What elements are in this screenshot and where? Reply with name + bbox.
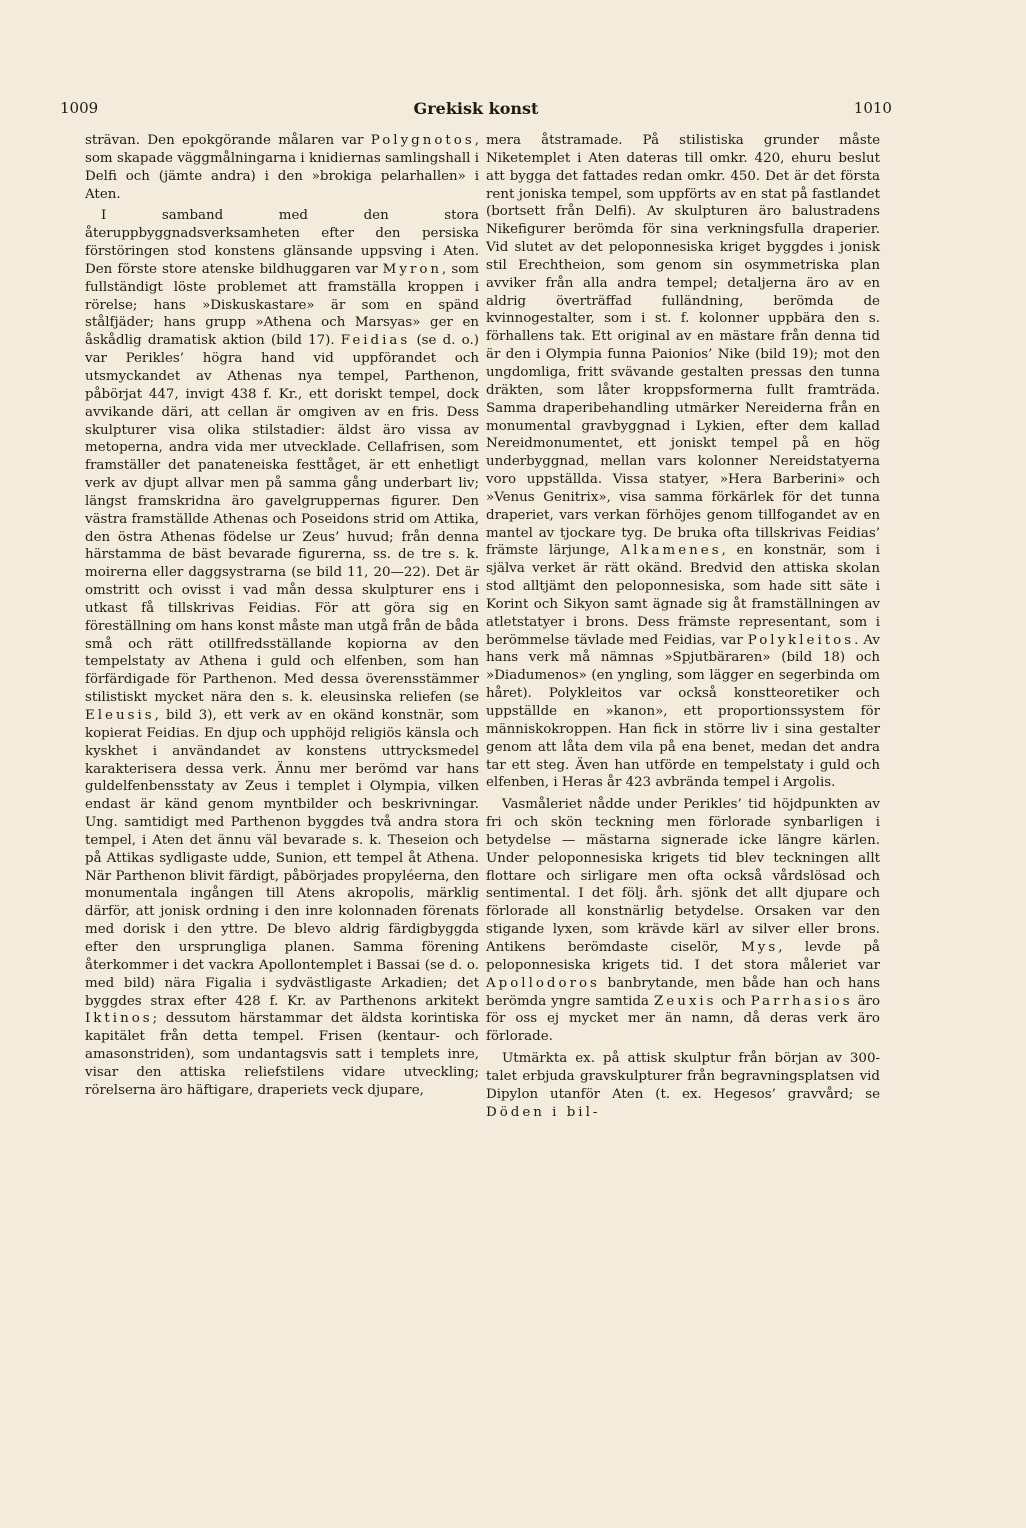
spaced-name: Feidias: [340, 333, 411, 349]
text-run: (se d. o.) var Perikles’ högra hand vid uppförandet och utsmyckandet av Athenas nya tempel, Parthenon, påbörjat 447, invigt 438 f. Kr., ett doriskt tempel, dock avvikande däri, att cellan är omgiven av en fris. Dess skulpturer visa olika stilstadier: äldst äro vissa av metoperna, andra vida mer utvecklade. Cellafrisen, som framställer det panateneiska festtåget, är ett enhetligt verk av djupt allvar men på samma gång underbart liv; längst framskridna äro gavelgruppernas figurer. Den västra framställde Athenas och Poseidons strid om Attika, den östra Athenas födelse ur Zeus’ huvud; från denna härstamma de bäst bevarade figurerna, ss. de tre s. k. moirerna eller daggsystrarna (se bild 11, 20—22). Det är omstritt och ovisst i vad mån dessa skulpturer ens i utkast få tillskrivas Feidias. För att göra sig en föreställning om hans konst måste man utgå från de båda små och rätt otillfredsställande kopiorna av den tempelstaty av Athena i guld och elfenben, som han förfärdigade för Parthenon. Med dessa överensstämmer stilistiskt mycket nära den s. k. eleusinska reliefen (se: [85, 333, 479, 706]
spaced-name: Parrhasios: [750, 993, 853, 1009]
text-run: I samband med den stora återuppbyggnadsverksamheten efter den persiska förstöringen stod konstens glänsande uppsving i Aten. Den förste store atenske bildhuggaren var: [85, 208, 479, 277]
text-run: Utmärkta ex. på attisk skulptur från början av 300-talet erbjuda gravskulpturer från begravningsplatsen vid Dipylon utanför Aten (t. ex. Hegesos’ gravvård; se: [486, 1051, 880, 1102]
spaced-name: Alkamenes: [620, 543, 722, 559]
text-run: . Av hans verk må nämnas »Spjutbäraren» (bild 18) och »Diadumenos» (en yngling, som lägger en segerbinda om håret). Polykleitos var också konstteoretiker och uppställde en »kanon», ett proportionssystem för människokroppen. Han fick in större liv i sina gestalter genom att låta dem vila på ena benet, medan det andra tar ett steg. Även han utförde en tempelstaty i guld och elfenben, i Heras år 423 avbrända tempel i Argolis.: [486, 632, 880, 791]
left-page-number: 1009: [60, 99, 99, 117]
spaced-name: Mys: [741, 939, 779, 955]
spaced-name: Iktinos: [85, 1011, 153, 1027]
text-run: , som skapade väggmålningarna i knidiernas samlingshall i Delfi och (jämte andra) i den »brokiga pelarhallen» i Aten.: [85, 133, 479, 202]
text-run: äro för oss ej mycket mer än namn, då deras verk äro förlorade.: [486, 993, 881, 1045]
spaced-name: Eleusis: [85, 708, 155, 723]
spaced-name: Polykleitos: [747, 632, 855, 648]
paragraph: [486, 1050, 880, 1121]
running-title: Grekisk konst: [413, 98, 539, 118]
text-run: , bild 3), ett verk av en okänd konstnär, som kopierat Feidias. En djup och upphöjd religiös känsla och kyskhet i användandet av konstens uttrycksmedel karakterisera dessa verk. Ännu mer berömd var hans guldelfenbensstaty av Zeus i templet i Olympia, vilken endast är känd genom myntbilder och beskrivningar. Ung. samtidigt med Parthenon byggdes två andra stora tempel, i Aten det ännu väl bevarade s. k. Theseion och på Attikas sydligaste udde, Sunion, ett tempel åt Athena. När Parthenon blivit färdigt, påbörjades propyléerna, den monumentala ingången till Atens akropolis, märklig därför, att jonisk ordning i den inre kolonnaden förenats med dorisk i den yttre. De blevo aldrig färdigbyggda efter den ursprungliga planen. Samma förening återkommer i det vackra Apollontemplet i Bassai (se d. o. med bild) nära Figalia i sydvästligaste Arkadien; det byggdes strax efter 428 f. Kr. av Parthenons arkitekt: [85, 708, 479, 1009]
text-run: ; dessutom härstammar det äldsta korintiska kapitälet från detta tempel. Frisen (kentaur- och amasonstriden), som undantagsvis satt i templets inre, visar den attiska reliefstilens vidare utveckling; rörelserna äro häftigare, draperiets veck djupare,: [85, 1011, 479, 1098]
spaced-name: Apollodoros: [486, 975, 600, 991]
text-run: , levde på peloponnesiska krigets tid. I det stora måleriet var: [486, 939, 881, 973]
spaced-name: Myron: [382, 261, 443, 277]
right-column: [486, 132, 880, 1121]
text-run: banbrytande, men både han och hans berömda yngre samtida: [486, 975, 880, 1009]
text-run: Vasmåleriet nådde under Perikles’ tid höjdpunkten av fri och skön teckning men förlorade synbarligen i betydelse — mästarna signerade icke längre kärlen. Under peloponnesiska krigets tid blev teckningen allt flottare och sirligare men ofta också vårdslösad och sentimental. I det följ. årh. sjönk det allt djupare och förlorade all konstnärlig betydelse. Orsaken var den stigande lyxen, som krävde kärl av silver eller brons. Antikens berömdaste ciselör,: [486, 797, 880, 955]
text-run: och: [716, 993, 751, 1009]
paragraph: [85, 207, 479, 1099]
right-page-number: 1010: [853, 99, 892, 117]
left-column: [85, 132, 479, 1100]
spaced-name: Döden i bil-: [486, 1104, 601, 1120]
text-run: strävan. Den epokgörande målaren var: [85, 133, 371, 148]
text-run: mera åtstramade. På stilistiska grunder måste Niketemplet i Aten dateras till omkr. 420, ehuru beslut att bygga det fattades redan omkr. 450. Det är det första rent joniska tempel, som uppförts av en stat på fastlandet (bortsett från Delfi). Av skulpturen äro balustradens Nikefigurer berömda för sina verkningsfulla draperier. Vid slutet av det peloponnesiska kriget byggdes i jonisk stil Erechtheion, som genom sin osymmetriska plan avviker från alla andra tempel; detaljerna äro av en aldrig överträffad fulländning, berömda de kvinnogestalter, som i st. f. kolonner uppbära den s. förhallens tak. Ett original av en mästare från denna tid är den i Olympia funna Paionios’ Nike (bild 19); mot den ungdomliga, fritt svävande gestalten pressas den tunna dräkten, som låter kroppsformerna fullt framträda. Samma draperibehandling utmärker Nereiderna från en monumental gravbyggnad i Lykien, efter dem kallad Nereidmonumentet, ett joniskt tempel på en hög underbyggnad, mellan vars kolonner Nereidstatyerna voro uppställda. Vissa statyer, »Hera Barberini» och »Venus Genitrix», visa samma förkärlek för det tunna draperiet, vars verkan förhöjes genom tillfogandet av en mantel av tjockare tyg. De bruka ofta tillskrivas Feidias’ främste lärjunge,: [486, 133, 880, 559]
text-run: , en konstnär, som i själva verket är rätt okänd. Bredvid den attiska skolan stod alltjämt den peloponnesiska, som hade sitt säte i Korint och Sikyon samt ägnade sig åt framställningen av atletstatyer i brons. Dess främste representant, som i berömmelse tävlade med Feidias, var: [486, 543, 880, 648]
spaced-name: Polygnotos: [370, 133, 475, 148]
paragraph: [486, 796, 880, 1046]
paragraph: [85, 132, 479, 203]
paragraph: [486, 132, 880, 792]
text-run: , som fullständigt löste problemet att framställa kroppen i rörelse; hans »Diskuskastare» är som en spänd stålfjäder; hans grupp »Athena och Marsyas» ger en åskådlig dramatisk aktion (bild 17).: [85, 261, 479, 349]
spaced-name: Zeuxis: [654, 993, 717, 1009]
page-header: [60, 96, 892, 120]
